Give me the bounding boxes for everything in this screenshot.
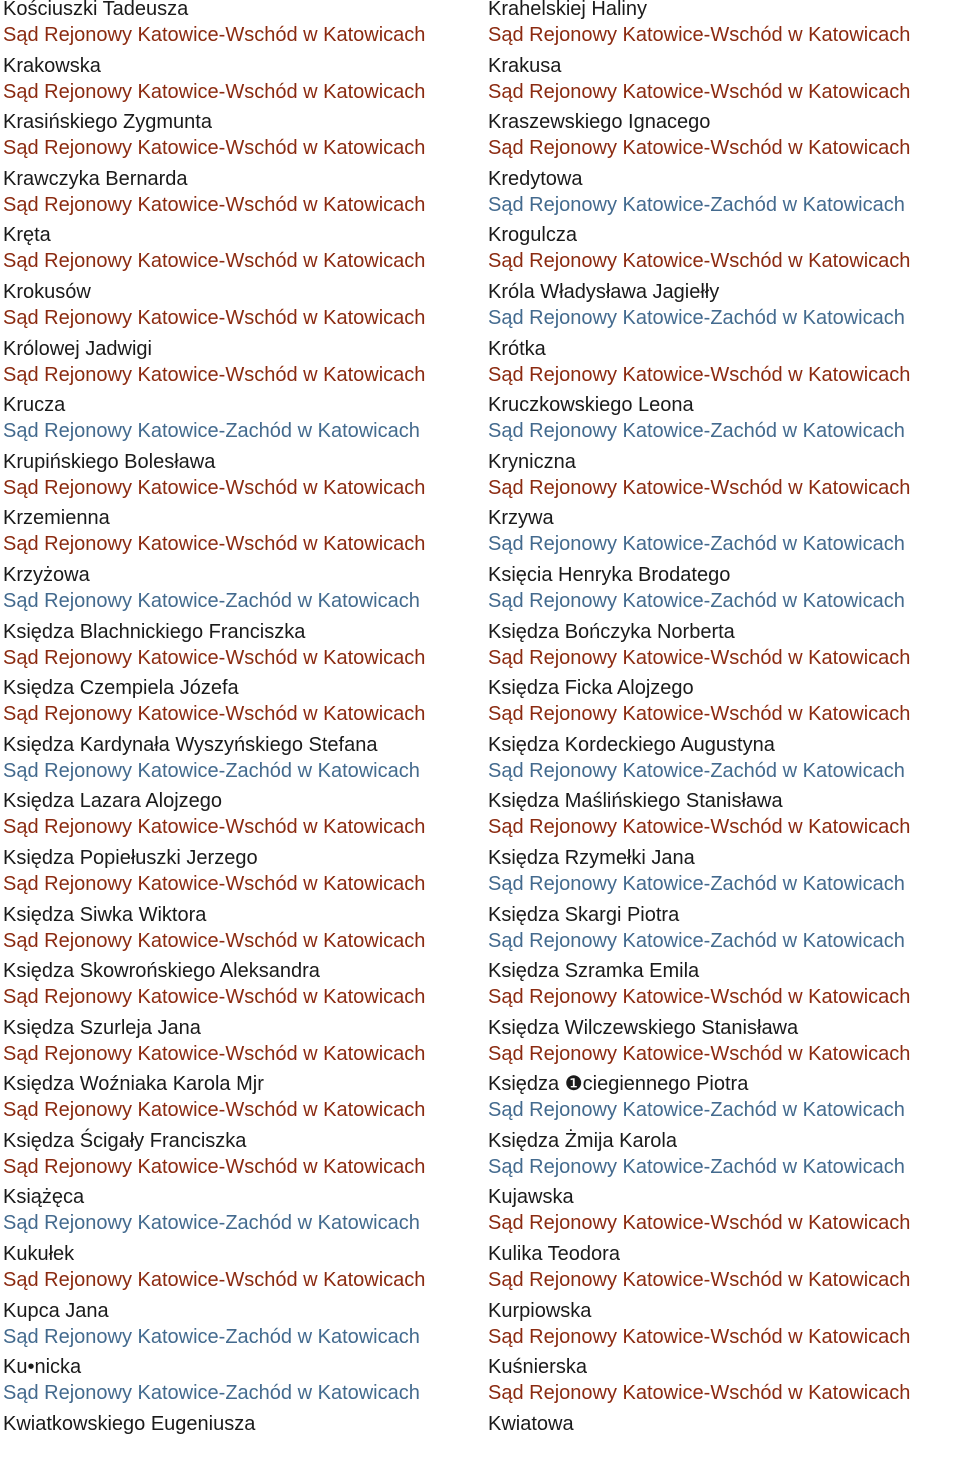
- street-name: Krucza: [3, 394, 66, 417]
- street-name: Księcia Henryka Brodatego: [488, 563, 731, 586]
- street-name: Krupińskiego Bolesława: [3, 450, 216, 473]
- list-item: [488, 902, 958, 959]
- list-item: [3, 1128, 478, 1185]
- list-item: [3, 958, 478, 1015]
- street-name: Księdza Maślińskiego Stanisława: [488, 790, 783, 813]
- list-item: [488, 1184, 958, 1241]
- street-name: Kurpiowska: [488, 1299, 592, 1322]
- street-name: Księdza ❶ciegiennego Piotra: [488, 1073, 749, 1096]
- street-name: Kuśnierska: [488, 1356, 587, 1379]
- court-name: Sąd Rejonowy Katowice-Zachód w Katowicach: [3, 1382, 420, 1405]
- court-name: Sąd Rejonowy Katowice-Wschód w Katowicach: [3, 80, 426, 103]
- list-item: [488, 166, 958, 223]
- court-name: Sąd Rejonowy Katowice-Zachód w Katowicach: [3, 1212, 420, 1235]
- court-name: Sąd Rejonowy Katowice-Wschód w Katowicach: [3, 306, 426, 329]
- list-item: [3, 166, 478, 223]
- street-name: Kulika Teodora: [488, 1243, 620, 1266]
- court-name: Sąd Rejonowy Katowice-Wschód w Katowicach: [3, 872, 426, 895]
- court-name: Sąd Rejonowy Katowice-Wschód w Katowicach: [488, 1382, 911, 1405]
- street-name: Księdza Popiełuszki Jerzego: [3, 846, 258, 869]
- list-item: [3, 1298, 478, 1355]
- list-item: [488, 449, 958, 506]
- street-name: Krzyżowa: [3, 563, 90, 586]
- court-name: Sąd Rejonowy Katowice-Wschód w Katowicach: [488, 1212, 911, 1235]
- list-item: [3, 53, 478, 110]
- street-name: Księdza Siwka Wiktora: [3, 903, 207, 926]
- street-name: Krogulcza: [488, 224, 577, 247]
- list-item: [488, 336, 958, 393]
- court-name: Sąd Rejonowy Katowice-Wschód w Katowicach: [3, 929, 426, 952]
- street-name: Kredytowa: [488, 167, 583, 190]
- list-item: [488, 53, 958, 110]
- street-name: Księdza Blachnickiego Franciszka: [3, 620, 306, 643]
- list-item: [3, 675, 478, 732]
- street-name: Krzywa: [488, 507, 554, 530]
- court-name: Sąd Rejonowy Katowice-Zachód w Katowicach: [488, 1099, 905, 1122]
- list-item: [488, 0, 958, 53]
- street-name: Kukułek: [3, 1243, 75, 1266]
- list-item: [3, 109, 478, 166]
- court-name: Sąd Rejonowy Katowice-Wschód w Katowicach: [3, 363, 426, 386]
- street-name: Księdza Żmija Karola: [488, 1129, 677, 1152]
- list-item: [488, 1071, 958, 1128]
- street-name: Księdza Woźniaka Karola Mjr: [3, 1073, 264, 1096]
- court-name: Sąd Rejonowy Katowice-Zachód w Katowicach: [488, 759, 905, 782]
- list-item: [488, 958, 958, 1015]
- court-name: Sąd Rejonowy Katowice-Zachód w Katowicach: [488, 929, 905, 952]
- street-name: Księdza Szurleja Jana: [3, 1016, 201, 1039]
- court-name: Sąd Rejonowy Katowice-Wschód w Katowicach: [3, 816, 426, 839]
- court-name: Sąd Rejonowy Katowice-Wschód w Katowicach: [488, 250, 911, 273]
- list-item: [488, 732, 958, 789]
- list-item: [3, 1354, 478, 1411]
- street-name: Krakowska: [3, 54, 101, 77]
- court-name: Sąd Rejonowy Katowice-Wschód w Katowicach: [3, 703, 426, 726]
- street-name: Krasińskiego Zygmunta: [3, 111, 212, 134]
- court-name: Sąd Rejonowy Katowice-Wschód w Katowicach: [488, 363, 911, 386]
- street-name: Krokusów: [3, 280, 91, 303]
- court-name: Sąd Rejonowy Katowice-Wschód w Katowicach: [488, 816, 911, 839]
- court-name: Sąd Rejonowy Katowice-Wschód w Katowicach: [3, 193, 426, 216]
- street-name: Krzemienna: [3, 507, 110, 530]
- street-name: Księdza Szramka Emila: [488, 960, 700, 983]
- list-item: [488, 222, 958, 279]
- court-name: Sąd Rejonowy Katowice-Wschód w Katowicach: [3, 476, 426, 499]
- list-item: [488, 279, 958, 336]
- street-name: Królowej Jadwigi: [3, 337, 152, 360]
- street-name: Księdza Kardynała Wyszyńskiego Stefana: [3, 733, 378, 756]
- list-item: [3, 449, 478, 506]
- court-name: Sąd Rejonowy Katowice-Zachód w Katowicach: [3, 1325, 420, 1348]
- list-item: [488, 1015, 958, 1072]
- street-name: Księdza Skowrońskiego Aleksandra: [3, 960, 320, 983]
- court-name: Sąd Rejonowy Katowice-Wschód w Katowicach: [3, 533, 426, 556]
- court-name: Sąd Rejonowy Katowice-Wschód w Katowicach: [3, 986, 426, 1009]
- court-name: Sąd Rejonowy Katowice-Wschód w Katowicach: [3, 137, 426, 160]
- court-name: Sąd Rejonowy Katowice-Zachód w Katowicach: [488, 872, 905, 895]
- court-name: Sąd Rejonowy Katowice-Wschód w Katowicach: [488, 986, 911, 1009]
- street-name: Kryniczna: [488, 450, 576, 473]
- court-name: Sąd Rejonowy Katowice-Wschód w Katowicach: [3, 24, 426, 46]
- list-item: [3, 1071, 478, 1128]
- court-name: Sąd Rejonowy Katowice-Zachód w Katowicach: [488, 306, 905, 329]
- list-item: [3, 336, 478, 393]
- list-item: [3, 222, 478, 279]
- court-name: Sąd Rejonowy Katowice-Wschód w Katowicach: [3, 1155, 426, 1178]
- street-name: Księdza Rzymełki Jana: [488, 846, 695, 869]
- court-name: Sąd Rejonowy Katowice-Wschód w Katowicach: [488, 1325, 911, 1348]
- street-name: Księdza Lazara Alojzego: [3, 790, 223, 813]
- list-item: [488, 109, 958, 166]
- list-item: [3, 0, 478, 53]
- street-name: Książęca: [3, 1186, 85, 1209]
- list-item: [488, 675, 958, 732]
- list-item: [488, 845, 958, 902]
- court-name: Sąd Rejonowy Katowice-Wschód w Katowicach: [488, 1269, 911, 1292]
- court-name: Sąd Rejonowy Katowice-Wschód w Katowicach: [3, 1042, 426, 1065]
- list-item: [3, 1241, 478, 1298]
- court-name: Sąd Rejonowy Katowice-Zachód w Katowicach: [488, 589, 905, 612]
- court-name: Sąd Rejonowy Katowice-Zachód w Katowicach: [488, 193, 905, 216]
- street-name: Krótka: [488, 337, 546, 360]
- street-name: Ku•nicka: [3, 1356, 82, 1379]
- street-name: Krakusa: [488, 54, 562, 77]
- court-name: Sąd Rejonowy Katowice-Wschód w Katowicach: [488, 476, 911, 499]
- list-item: [488, 1298, 958, 1355]
- street-list-left-column: [3, 0, 478, 1467]
- court-name: Sąd Rejonowy Katowice-Wschód w Katowicach: [488, 1042, 911, 1065]
- list-item: [3, 845, 478, 902]
- list-item: [3, 1015, 478, 1072]
- street-name: Kwiatkowskiego Eugeniusza: [3, 1412, 256, 1435]
- street-name: Kujawska: [488, 1186, 574, 1209]
- street-name: Księdza Wilczewskiego Stanisława: [488, 1016, 799, 1039]
- list-item: [3, 562, 478, 619]
- street-name: Księdza Kordeckiego Augustyna: [488, 733, 775, 756]
- court-name: Sąd Rejonowy Katowice-Wschód w Katowicach: [488, 646, 911, 669]
- street-name: Kruczkowskiego Leona: [488, 394, 694, 417]
- court-name: Sąd Rejonowy Katowice-Wschód w Katowicach: [3, 250, 426, 273]
- court-name: Sąd Rejonowy Katowice-Zachód w Katowicach: [3, 589, 420, 612]
- list-item: [488, 619, 958, 676]
- court-name: Sąd Rejonowy Katowice-Zachód w Katowicach: [488, 533, 905, 556]
- street-name: Kupca Jana: [3, 1299, 109, 1322]
- list-item: [488, 1241, 958, 1298]
- list-item: [3, 392, 478, 449]
- list-item: [3, 788, 478, 845]
- court-name: Sąd Rejonowy Katowice-Wschód w Katowicach: [488, 24, 911, 46]
- court-name: Sąd Rejonowy Katowice-Wschód w Katowicach: [488, 703, 911, 726]
- street-name: Krahelskiej Haliny: [488, 0, 647, 20]
- list-item: [488, 562, 958, 619]
- street-name: Kraszewskiego Ignacego: [488, 111, 711, 134]
- list-item: [488, 1354, 958, 1411]
- court-name: Sąd Rejonowy Katowice-Wschód w Katowicach: [3, 1269, 426, 1292]
- street-name: Kościuszki Tadeusza: [3, 0, 189, 20]
- street-name: Kwiatowa: [488, 1412, 574, 1435]
- court-name: Sąd Rejonowy Katowice-Wschód w Katowicach: [488, 80, 911, 103]
- street-name: Księdza Czempiela Józefa: [3, 677, 239, 700]
- list-item: [488, 505, 958, 562]
- street-name: Księdza Skargi Piotra: [488, 903, 680, 926]
- list-item: [488, 788, 958, 845]
- list-item: [3, 279, 478, 336]
- court-name: Sąd Rejonowy Katowice-Wschód w Katowicach: [3, 1099, 426, 1122]
- list-item: [3, 1184, 478, 1241]
- street-name: Księdza Ścigały Franciszka: [3, 1129, 247, 1152]
- street-name: Księdza Bończyka Norberta: [488, 620, 735, 643]
- street-name: Krawczyka Bernarda: [3, 167, 188, 190]
- court-name: Sąd Rejonowy Katowice-Zachód w Katowicach: [488, 1155, 905, 1178]
- list-item: [3, 619, 478, 676]
- court-name: Sąd Rejonowy Katowice-Zachód w Katowicach: [488, 420, 905, 443]
- list-item: [488, 392, 958, 449]
- list-item: [3, 505, 478, 562]
- list-item: [3, 902, 478, 959]
- street-name: Księdza Ficka Alojzego: [488, 677, 694, 700]
- court-name: Sąd Rejonowy Katowice-Zachód w Katowicach: [3, 759, 420, 782]
- street-name: Króla Władysława Jagiełły: [488, 280, 720, 303]
- court-name: Sąd Rejonowy Katowice-Wschód w Katowicach: [3, 646, 426, 669]
- list-item: [488, 1128, 958, 1185]
- court-name: Sąd Rejonowy Katowice-Wschód w Katowicach: [488, 137, 911, 160]
- court-name: Sąd Rejonowy Katowice-Zachód w Katowicach: [3, 420, 420, 443]
- street-name: Kręta: [3, 224, 51, 247]
- list-item: [3, 732, 478, 789]
- street-list-right-column: [488, 0, 958, 1467]
